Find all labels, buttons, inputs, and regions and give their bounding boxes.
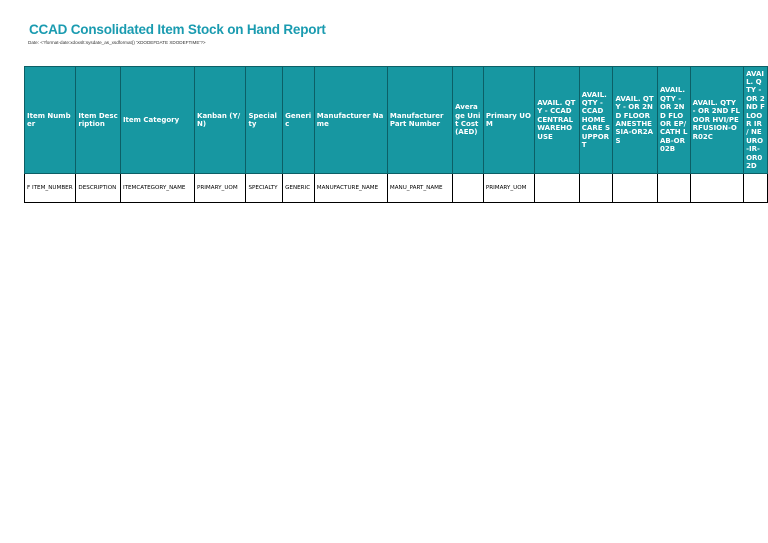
cell-generic: GENERIC (283, 174, 315, 203)
cell-specialty: SPECIALTY (246, 174, 283, 203)
cell-manufacturer-name: MANUFACTURE_NAME (314, 174, 387, 203)
header-item-description: Item Description (76, 67, 121, 174)
header-qty-or02b: AVAIL. QTY - OR 2ND FLOOR EP/CATH LAB-OR02B (657, 67, 690, 174)
report-date-line: Date: <?format-date:xdoxslt:sysdate_as_xsdformat() 'XDODEFDATE XDODEFTIME'?> (28, 40, 206, 45)
header-qty-or02c: AVAIL. QTY - OR 2ND FLOOR HVI/PERFUSION-OR02C (690, 67, 743, 174)
cell-qty-home-care-support (579, 174, 613, 203)
header-qty-home-care-support: AVAIL. QTY - CCAD HOME CARE SUPPORT (579, 67, 613, 174)
cell-item-category: ITEMCATEGORY_NAME (120, 174, 194, 203)
header-qty-or02d: AVAIL. QTY - OR 2ND FLOOR IR / NEURO-IR-OR02D (744, 67, 768, 174)
cell-qty-or02b (657, 174, 690, 203)
cell-average-unit-cost (453, 174, 484, 203)
header-qty-central-warehouse: AVAIL. QTY - CCAD CENTRAL WAREHOUSE (535, 67, 580, 174)
header-kanban: Kanban (Y/N) (195, 67, 246, 174)
header-generic: Generic (283, 67, 315, 174)
cell-item-description: DESCRIPTION (76, 174, 121, 203)
header-primary-uom: Primary UOM (483, 67, 534, 174)
header-average-unit-cost: Average Unit Cost (AED) (453, 67, 484, 174)
cell-primary-uom: PRIMARY_UOM (483, 174, 534, 203)
header-item-category: Item Category (120, 67, 194, 174)
cell-qty-central-warehouse (535, 174, 580, 203)
cell-qty-or2as (613, 174, 658, 203)
header-item-number: Item Number (25, 67, 76, 174)
report-title: CCAD Consolidated Item Stock on Hand Report (29, 22, 326, 37)
cell-item-number: F ITEM_NUMBER (25, 174, 76, 203)
header-row (25, 67, 768, 174)
cell-kanban: PRIMARY_UOM (195, 174, 246, 203)
header-manufacturer-name: Manufacturer Name (314, 67, 387, 174)
header-specialty: Specialty (246, 67, 283, 174)
cell-manufacturer-part-number: MANU_PART_NAME (387, 174, 452, 203)
header-manufacturer-part-number: Manufacturer Part Number (387, 67, 452, 174)
cell-qty-or02d (744, 174, 768, 203)
table-row (25, 174, 768, 203)
cell-qty-or02c (690, 174, 743, 203)
stock-report-table (24, 66, 768, 203)
header-qty-or2as: AVAIL. QTY - OR 2ND FLOOR ANESTHESIA-OR2AS (613, 67, 658, 174)
